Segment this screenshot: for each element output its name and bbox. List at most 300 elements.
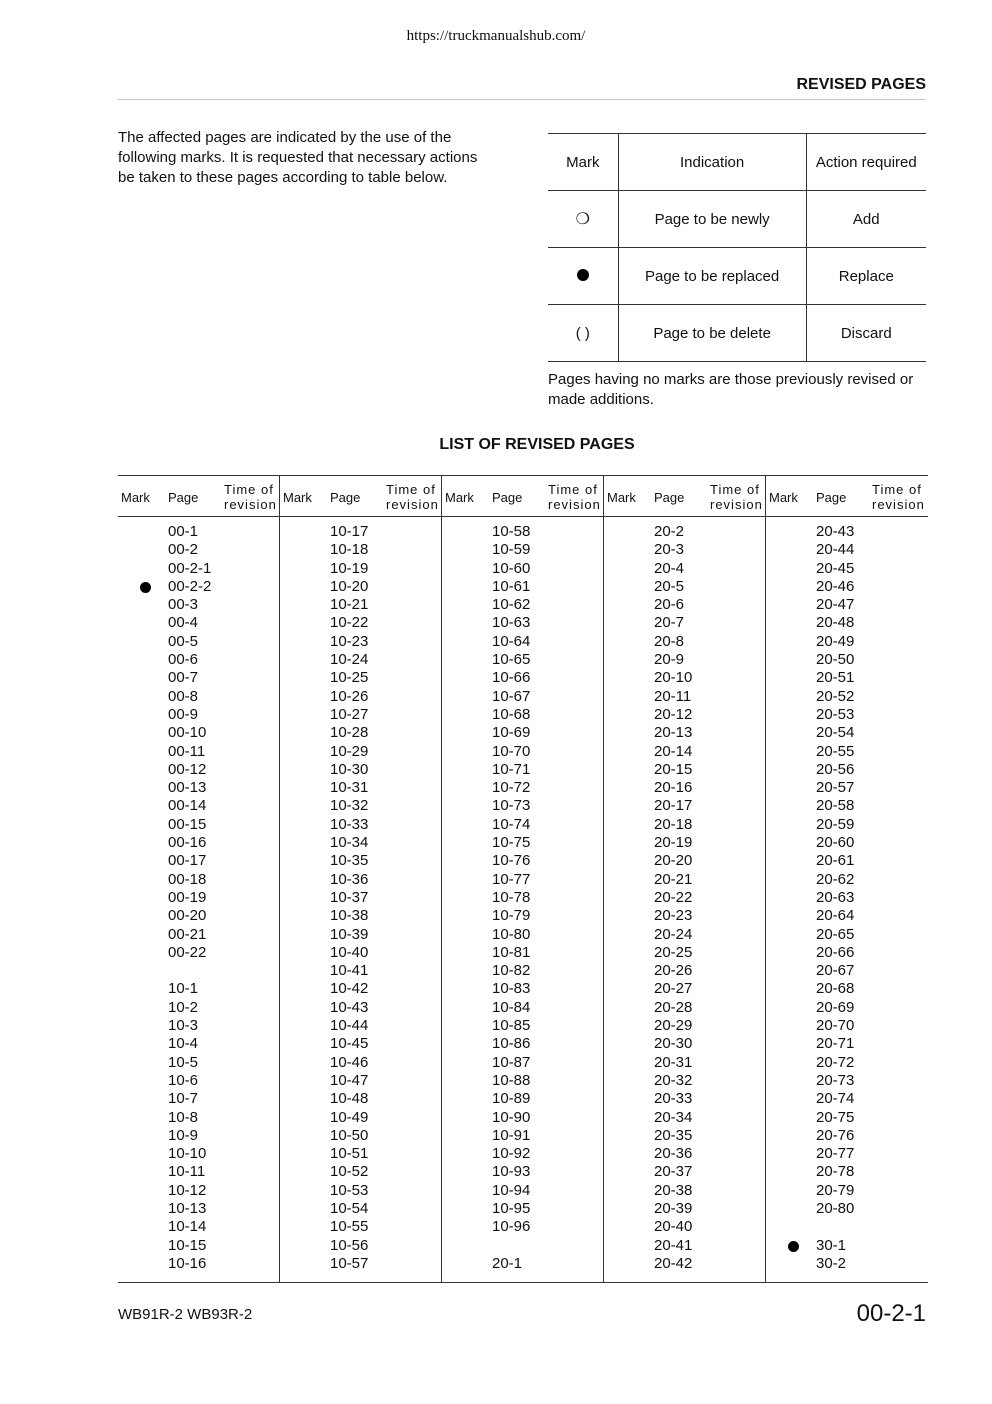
list-item [118, 999, 278, 1017]
replaced-page-mark-icon [548, 248, 618, 305]
list-column [118, 476, 280, 1282]
list-item [604, 669, 764, 687]
page-number-cell: 10-81 [492, 943, 531, 961]
page-number-cell: 10-79 [492, 907, 531, 925]
page-number-cell: 20-26 [654, 962, 693, 980]
page-number-cell: 00-8 [168, 687, 199, 705]
list-item [280, 1145, 440, 1163]
list-item [442, 1090, 602, 1108]
page-number-cell: 10-20 [330, 577, 369, 595]
page-number-cell: 20-57 [816, 779, 855, 797]
page-number-cell: 20-14 [654, 742, 693, 760]
page-number-cell: 20-36 [654, 1145, 693, 1163]
page-number-cell: 20-34 [654, 1108, 693, 1126]
page-number-cell: 10-38 [330, 907, 369, 925]
page-number-cell: 10-33 [330, 815, 369, 833]
list-item [442, 1145, 602, 1163]
page-number-cell: 00-18 [168, 870, 207, 888]
header-page: Page [330, 490, 361, 505]
page-number-cell: 00-9 [168, 705, 199, 723]
list-item [604, 1145, 764, 1163]
list-rows [442, 523, 602, 1273]
page-number-cell: 10-83 [492, 980, 531, 998]
list-item [118, 633, 278, 651]
header-mark: Mark [607, 490, 636, 505]
list-item [604, 688, 764, 706]
page-number-cell: 00-20 [168, 907, 207, 925]
page-number-cell: 20-72 [816, 1053, 855, 1071]
header-mark: Mark [769, 490, 798, 505]
page-number-cell: 10-78 [492, 888, 531, 906]
list-item [280, 944, 440, 962]
page-number-cell: 20-68 [816, 980, 855, 998]
list-item [604, 926, 764, 944]
list-item [442, 1127, 602, 1145]
list-item [766, 651, 926, 669]
list-item [604, 889, 764, 907]
list-item [766, 633, 926, 651]
list-item [442, 1163, 602, 1181]
list-item [280, 1090, 440, 1108]
list-item [280, 724, 440, 742]
list-item [118, 797, 278, 815]
page-number-cell: 00-4 [168, 614, 199, 632]
page-number-cell: 10-21 [330, 596, 369, 614]
list-item [118, 724, 278, 742]
list-item [280, 761, 440, 779]
list-item [280, 1072, 440, 1090]
list-item [766, 688, 926, 706]
list-item [280, 596, 440, 614]
list-item [604, 633, 764, 651]
page-number-cell: 10-75 [492, 834, 531, 852]
list-item [766, 1182, 926, 1200]
header-mark: Mark [121, 490, 150, 505]
page-number-cell: 10-88 [492, 1071, 531, 1089]
list-item [766, 761, 926, 779]
page-number-cell: 10-7 [168, 1090, 199, 1108]
page-number-cell: 20-64 [816, 907, 855, 925]
list-item [442, 1072, 602, 1090]
list-item [442, 834, 602, 852]
page-number-cell: 00-19 [168, 888, 207, 906]
page-number-cell: 20-51 [816, 669, 855, 687]
page-number-cell: 10-46 [330, 1053, 369, 1071]
list-item [442, 1200, 602, 1218]
list-rows [118, 523, 278, 1273]
list-item [604, 614, 764, 632]
list-item [766, 1109, 926, 1127]
list-item [280, 852, 440, 870]
list-item [442, 926, 602, 944]
page-number-cell: 20-61 [816, 852, 855, 870]
list-item [604, 834, 764, 852]
list-item [766, 816, 926, 834]
legend-indication: Page to be replaced [618, 248, 806, 305]
list-item [442, 980, 602, 998]
list-item [118, 962, 278, 980]
list-item [604, 1072, 764, 1090]
list-item [442, 1035, 602, 1053]
list-item [604, 852, 764, 870]
page-number-cell: 10-82 [492, 962, 531, 980]
list-item [280, 633, 440, 651]
list-item [766, 743, 926, 761]
page-number-cell: 10-10 [168, 1145, 207, 1163]
page-number-cell: 10-18 [330, 541, 369, 559]
list-item [118, 816, 278, 834]
page-number-cell: 20-40 [654, 1218, 693, 1236]
list-column [604, 476, 766, 1282]
page-number-cell: 10-57 [330, 1254, 369, 1272]
list-item [280, 1054, 440, 1072]
page-number-cell: 20-45 [816, 559, 855, 577]
page-number-cell: 10-85 [492, 1017, 531, 1035]
source-url[interactable]: https://truckmanualshub.com/ [406, 28, 586, 44]
list-item [118, 907, 278, 925]
list-item [118, 779, 278, 797]
list-item [604, 1218, 764, 1236]
list-item [604, 907, 764, 925]
page-number-cell: 00-21 [168, 925, 207, 943]
marks-legend-table [548, 133, 926, 362]
page-number-cell: 10-28 [330, 724, 369, 742]
page-number-cell: 10-9 [168, 1126, 199, 1144]
page-number-cell: 10-13 [168, 1199, 207, 1217]
list-item [766, 669, 926, 687]
list-item [442, 907, 602, 925]
list-item [442, 724, 602, 742]
page-number-cell: 10-86 [492, 1035, 531, 1053]
page-number-cell: 20-42 [654, 1254, 693, 1272]
list-item [118, 743, 278, 761]
page-number-cell: 20-38 [654, 1181, 693, 1199]
page-number-cell: 10-22 [330, 614, 369, 632]
page-number-cell: 20-28 [654, 998, 693, 1016]
page-number-cell: 10-39 [330, 925, 369, 943]
list-item [280, 1109, 440, 1127]
page-number-cell: 10-31 [330, 779, 369, 797]
list-item [442, 871, 602, 889]
page-number-cell: 00-2-1 [168, 559, 212, 577]
page-number-cell: 20-80 [816, 1199, 855, 1217]
list-item [604, 1035, 764, 1053]
page-number-cell: 10-16 [168, 1254, 207, 1272]
page-number-cell: 10-68 [492, 705, 531, 723]
page-number-cell: 20-16 [654, 779, 693, 797]
list-item [118, 578, 278, 596]
page-number-cell: 20-54 [816, 724, 855, 742]
page-number-cell: 20-53 [816, 705, 855, 723]
model-footer: WB91R-2 WB93R-2 [118, 1306, 253, 1323]
header-mark: Mark [283, 490, 312, 505]
page-number-cell: 20-74 [816, 1090, 855, 1108]
page-number-cell: 10-56 [330, 1236, 369, 1254]
page-number-cell: 10-37 [330, 888, 369, 906]
page-number-cell: 10-70 [492, 742, 531, 760]
page-number-cell: 20-1 [492, 1254, 523, 1272]
list-item [604, 944, 764, 962]
page-number-cell: 10-25 [330, 669, 369, 687]
page-number-cell: 10-24 [330, 651, 369, 669]
list-item [442, 779, 602, 797]
header-page: Page [492, 490, 523, 505]
list-item [604, 1090, 764, 1108]
list-item [766, 541, 926, 559]
list-item [766, 871, 926, 889]
list-item [280, 560, 440, 578]
page-number-cell: 20-79 [816, 1181, 855, 1199]
page-number-cell: 10-19 [330, 559, 369, 577]
page-number-cell: 20-55 [816, 742, 855, 760]
list-item [280, 962, 440, 980]
page-number-cell: 10-92 [492, 1145, 531, 1163]
list-item [118, 651, 278, 669]
page-number-cell: 10-43 [330, 998, 369, 1016]
list-item [280, 1182, 440, 1200]
list-item [604, 1127, 764, 1145]
page-number-cell: 10-4 [168, 1035, 199, 1053]
page-number-cell: 10-34 [330, 834, 369, 852]
page-number-cell: 00-22 [168, 943, 207, 961]
list-item [118, 560, 278, 578]
page-number-cell: 20-11 [654, 687, 692, 705]
list-item [280, 523, 440, 541]
list-item [766, 1017, 926, 1035]
list-item [442, 743, 602, 761]
legend-indication: Page to be delete [618, 305, 806, 362]
list-item [442, 578, 602, 596]
page-number-cell: 10-72 [492, 779, 531, 797]
list-item [442, 962, 602, 980]
list-item [442, 1017, 602, 1035]
page-number-cell: 10-69 [492, 724, 531, 742]
page-number-cell: 10-62 [492, 596, 531, 614]
page-number-cell: 10-29 [330, 742, 369, 760]
list-item [442, 706, 602, 724]
list-item [604, 980, 764, 998]
header-time-of-revision: Time of revision [872, 482, 925, 512]
page-number-cell: 00-14 [168, 797, 207, 815]
page-number-cell: 10-77 [492, 870, 531, 888]
list-item [604, 706, 764, 724]
list-item [118, 1127, 278, 1145]
list-item [280, 1035, 440, 1053]
page-number-cell: 10-5 [168, 1053, 199, 1071]
page-number-cell: 20-12 [654, 705, 693, 723]
list-item [766, 1163, 926, 1181]
list-item [766, 1090, 926, 1108]
list-item [604, 871, 764, 889]
legend-header-mark: Mark [548, 134, 618, 191]
list-item [604, 541, 764, 559]
page-number-cell: 20-70 [816, 1017, 855, 1035]
header-page: Page [816, 490, 847, 505]
list-item [442, 614, 602, 632]
list-item [118, 614, 278, 632]
page-number-cell: 20-13 [654, 724, 693, 742]
page-number-cell: 10-67 [492, 687, 531, 705]
page-number-cell: 10-93 [492, 1163, 531, 1181]
page-number-cell: 20-56 [816, 760, 855, 778]
page-number-cell: 10-51 [330, 1145, 369, 1163]
page-number-cell: 00-1 [168, 523, 199, 540]
list-item [118, 980, 278, 998]
list-item [118, 596, 278, 614]
list-item [118, 926, 278, 944]
header-mark: Mark [445, 490, 474, 505]
page-number-cell: 20-17 [654, 797, 693, 815]
page-number-cell: 20-62 [816, 870, 855, 888]
list-item [766, 596, 926, 614]
list-item [766, 999, 926, 1017]
list-item [604, 578, 764, 596]
legend-header-indication: Indication [618, 134, 806, 191]
page-number-cell: 10-35 [330, 852, 369, 870]
list-item [604, 743, 764, 761]
list-item [442, 1054, 602, 1072]
list-item [604, 816, 764, 834]
page-number-cell: 00-11 [168, 742, 206, 760]
page-number-cell: 00-5 [168, 632, 199, 650]
list-item [280, 797, 440, 815]
page-number-cell: 20-37 [654, 1163, 693, 1181]
page-number-cell: 00-13 [168, 779, 207, 797]
page-number-cell: 20-75 [816, 1108, 855, 1126]
page-number-cell: 20-67 [816, 962, 855, 980]
page-number-cell: 00-6 [168, 651, 199, 669]
list-item [118, 706, 278, 724]
list-item [280, 651, 440, 669]
legend-row-replace [548, 248, 926, 305]
page-number-cell: 10-61 [492, 577, 531, 595]
list-item [766, 1054, 926, 1072]
page-number-cell: 20-10 [654, 669, 693, 687]
page-number-cell: 20-39 [654, 1199, 693, 1217]
list-item [118, 1255, 278, 1273]
page-number-cell: 00-15 [168, 815, 207, 833]
list-item [604, 1109, 764, 1127]
list-item [766, 1127, 926, 1145]
page-number-cell: 20-6 [654, 596, 685, 614]
page-number: 00-2-1 [856, 1300, 926, 1327]
page-number-cell: 10-27 [330, 705, 369, 723]
page-number-cell: 20-60 [816, 834, 855, 852]
list-item [442, 633, 602, 651]
list-item [604, 1255, 764, 1273]
list-item [280, 1218, 440, 1236]
list-item [442, 1218, 602, 1236]
page-number-cell: 00-3 [168, 596, 199, 614]
page-number-cell: 20-29 [654, 1017, 693, 1035]
page-number-cell: 10-41 [330, 962, 369, 980]
page-number-cell: 20-78 [816, 1163, 855, 1181]
list-item [118, 1218, 278, 1236]
list-column-header [118, 476, 279, 517]
page-number-cell: 10-15 [168, 1236, 207, 1254]
list-item [118, 1054, 278, 1072]
page-number-cell: 10-94 [492, 1181, 531, 1199]
page-number-cell: 20-59 [816, 815, 855, 833]
page-number-cell: 10-52 [330, 1163, 369, 1181]
list-item [280, 1237, 440, 1255]
list-item [118, 1182, 278, 1200]
page-number-cell: 10-54 [330, 1199, 369, 1217]
page-number-cell: 20-66 [816, 943, 855, 961]
page-number-cell: 20-21 [654, 870, 693, 888]
list-item [118, 1035, 278, 1053]
list-item [442, 560, 602, 578]
list-item [280, 779, 440, 797]
page-number-cell: 10-36 [330, 870, 369, 888]
page-number-cell: 20-69 [816, 998, 855, 1016]
page-number-cell: 20-19 [654, 834, 693, 852]
list-item [118, 1109, 278, 1127]
page-number-cell: 20-15 [654, 760, 693, 778]
list-item [442, 1237, 602, 1255]
list-item [766, 889, 926, 907]
legend-indication: Page to be newly [618, 191, 806, 248]
list-item [118, 944, 278, 962]
page-number-cell: 00-17 [168, 852, 207, 870]
list-item [280, 889, 440, 907]
page-number-cell: 10-12 [168, 1181, 207, 1199]
list-item [442, 816, 602, 834]
list-item [766, 834, 926, 852]
page-number-cell: 10-17 [330, 523, 369, 540]
page-number-cell: 10-90 [492, 1108, 531, 1126]
page-number-cell: 10-58 [492, 523, 531, 540]
list-item [442, 1109, 602, 1127]
list-item [604, 761, 764, 779]
page-number-cell: 20-32 [654, 1071, 693, 1089]
deleted-page-mark: ( ) [548, 305, 618, 362]
page-number-cell: 10-49 [330, 1108, 369, 1126]
page-number-cell: 10-40 [330, 943, 369, 961]
page-number-cell: 10-3 [168, 1017, 199, 1035]
list-item [442, 669, 602, 687]
list-item [604, 1017, 764, 1035]
list-item [766, 926, 926, 944]
list-item [766, 1072, 926, 1090]
list-column [442, 476, 604, 1282]
list-item [280, 926, 440, 944]
list-item [604, 596, 764, 614]
page-number-cell: 20-2 [654, 523, 685, 540]
list-item [766, 1035, 926, 1053]
page-number-cell: 00-7 [168, 669, 199, 687]
list-item [280, 816, 440, 834]
list-item [280, 614, 440, 632]
legend-action: Replace [806, 248, 926, 305]
list-item [118, 1200, 278, 1218]
list-item [604, 1182, 764, 1200]
legend-action: Discard [806, 305, 926, 362]
legend-header-row [548, 134, 926, 191]
list-item [118, 1017, 278, 1035]
page-number-cell: 10-71 [492, 760, 531, 778]
legend-header-action: Action required [806, 134, 926, 191]
page-number-cell: 10-1 [168, 980, 199, 998]
page-number-cell: 10-84 [492, 998, 531, 1016]
page-number-cell: 00-16 [168, 834, 207, 852]
list-item [118, 1145, 278, 1163]
page-number-cell: 20-5 [654, 577, 685, 595]
list-item [442, 651, 602, 669]
page-number-cell: 10-66 [492, 669, 531, 687]
list-item [604, 724, 764, 742]
list-item [604, 523, 764, 541]
